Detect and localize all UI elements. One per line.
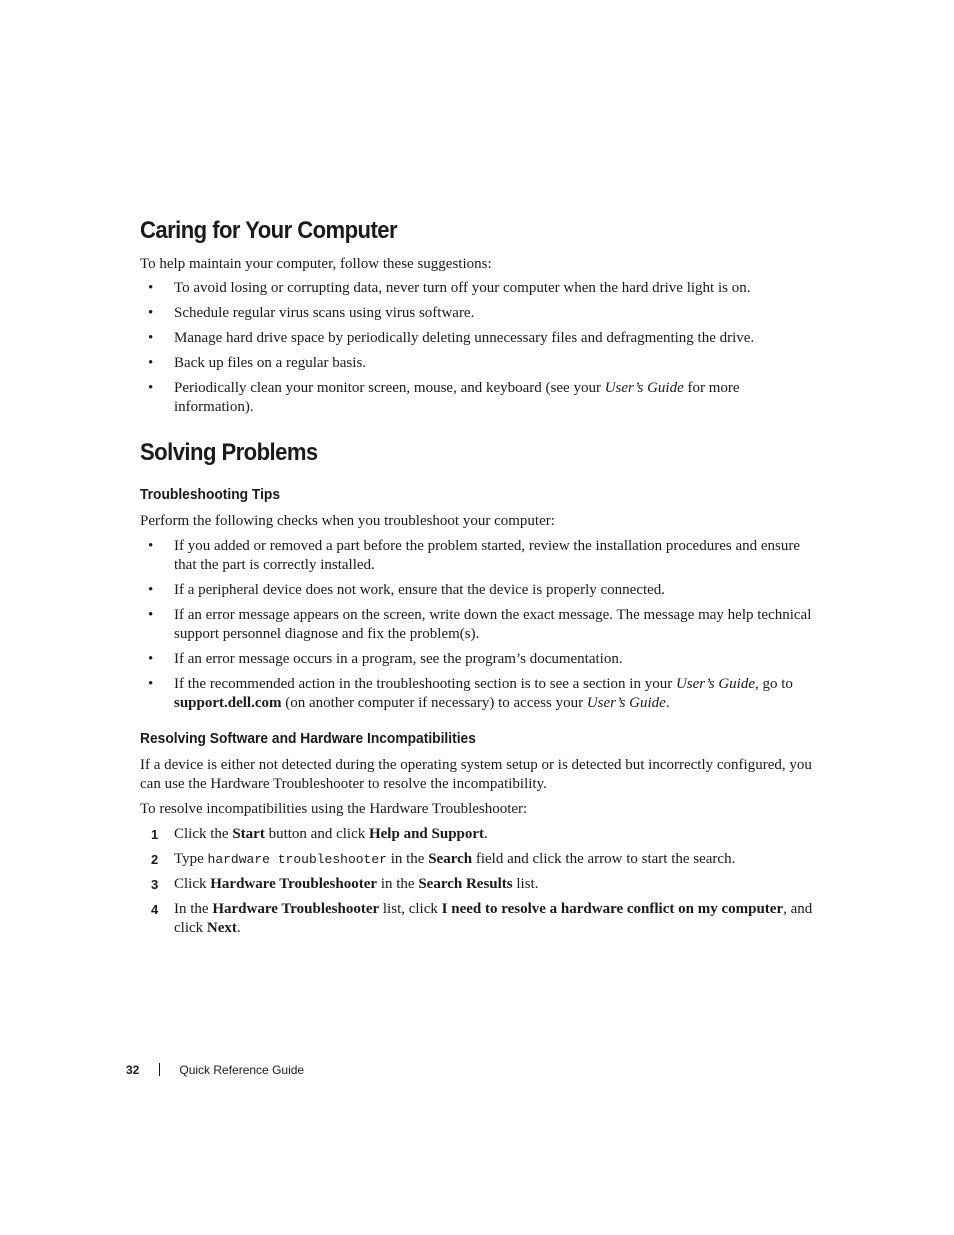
- guide-title: Quick Reference Guide: [179, 1063, 305, 1077]
- list-item: 3 Click Hardware Troubleshooter in the Search Results list.: [151, 876, 539, 892]
- bullet-icon: •: [148, 582, 154, 598]
- list-item: 1 Click the Start button and click Help and Support.: [151, 826, 488, 842]
- list-item: • If the recommended action in the troubleshooting section is to see a section in your User’s Guide, go to support.dell.com (on another computer if necessary) to access your User’s Guide.: [148, 676, 793, 711]
- users-guide-reference: User’s Guide: [586, 695, 666, 711]
- list-item: • If an error message occurs in a program, see the program’s documentation.: [148, 651, 623, 667]
- bullet-icon: •: [148, 280, 154, 296]
- page-footer: [126, 1061, 304, 1079]
- footer-divider: [159, 1063, 160, 1076]
- support-url: support.dell.com: [174, 695, 282, 711]
- search-command: hardware troubleshooter: [207, 852, 387, 867]
- tips-intro: Perform the following checks when you troubleshoot your computer:: [140, 513, 555, 529]
- bullet-icon: •: [148, 330, 154, 346]
- bullet-icon: •: [148, 305, 154, 321]
- list-item: • If a peripheral device does not work, ensure that the device is properly connected.: [148, 582, 666, 598]
- bullet-icon: •: [148, 607, 154, 623]
- users-guide-reference: User’s Guide: [675, 676, 755, 692]
- heading-troubleshooting-tips: Troubleshooting Tips: [140, 486, 281, 503]
- heading-caring-for-your-computer: Caring for Your Computer: [140, 217, 398, 244]
- list-item: 2 Type hardware troubleshooter in the Search field and click the arrow to start the search.: [151, 851, 736, 867]
- heading-solving-problems: Solving Problems: [140, 439, 318, 466]
- bullet-icon: •: [148, 538, 154, 554]
- list-item: • If you added or removed a part before the problem started, review the installation procedures and ensure that the part is correctly installed.: [148, 538, 801, 573]
- bullet-icon: •: [148, 355, 154, 371]
- list-item: • If an error message appears on the screen, write down the exact message. The message may help technical support personnel diagnose and fix the problem(s).: [148, 607, 812, 642]
- caring-bullet-list: [140, 279, 820, 417]
- heading-resolving-incompatibilities: Resolving Software and Hardware Incompatibilities: [140, 730, 476, 747]
- page-content: [140, 214, 820, 938]
- resolving-steps-list: [140, 825, 820, 938]
- bullet-icon: •: [148, 380, 154, 396]
- resolving-paragraph: If a device is either not detected during the operating system setup or is detected but incorrectly configured, you can use the Hardware Troubleshooter to resolve the incompatibility.: [140, 757, 812, 792]
- bullet-icon: •: [148, 651, 154, 667]
- step-number: 2: [151, 852, 159, 867]
- resolving-steps-intro: To resolve incompatibilities using the Hardware Troubleshooter:: [140, 801, 528, 817]
- list-item: • Periodically clean your monitor screen, mouse, and keyboard (see your User’s Guide for more information).: [148, 380, 740, 415]
- list-item: • To avoid losing or corrupting data, never turn off your computer when the hard drive light is on.: [148, 280, 751, 296]
- users-guide-reference: User’s Guide: [604, 380, 684, 396]
- step-number: 4: [151, 902, 159, 917]
- bullet-icon: •: [148, 676, 154, 692]
- step-number: 1: [151, 827, 159, 842]
- page-number: 32: [126, 1063, 140, 1077]
- list-item: • Manage hard drive space by periodically deleting unnecessary files and defragmenting the drive.: [148, 330, 755, 346]
- list-item: • Back up files on a regular basis.: [148, 355, 367, 371]
- list-item: • Schedule regular virus scans using virus software.: [148, 305, 475, 321]
- list-item: 4 In the Hardware Troubleshooter list, click I need to resolve a hardware conflict on my computer, and click Next.: [151, 901, 813, 936]
- tips-bullet-list: [140, 537, 820, 713]
- caring-intro: To help maintain your computer, follow these suggestions:: [140, 256, 492, 272]
- step-number: 3: [151, 877, 159, 892]
